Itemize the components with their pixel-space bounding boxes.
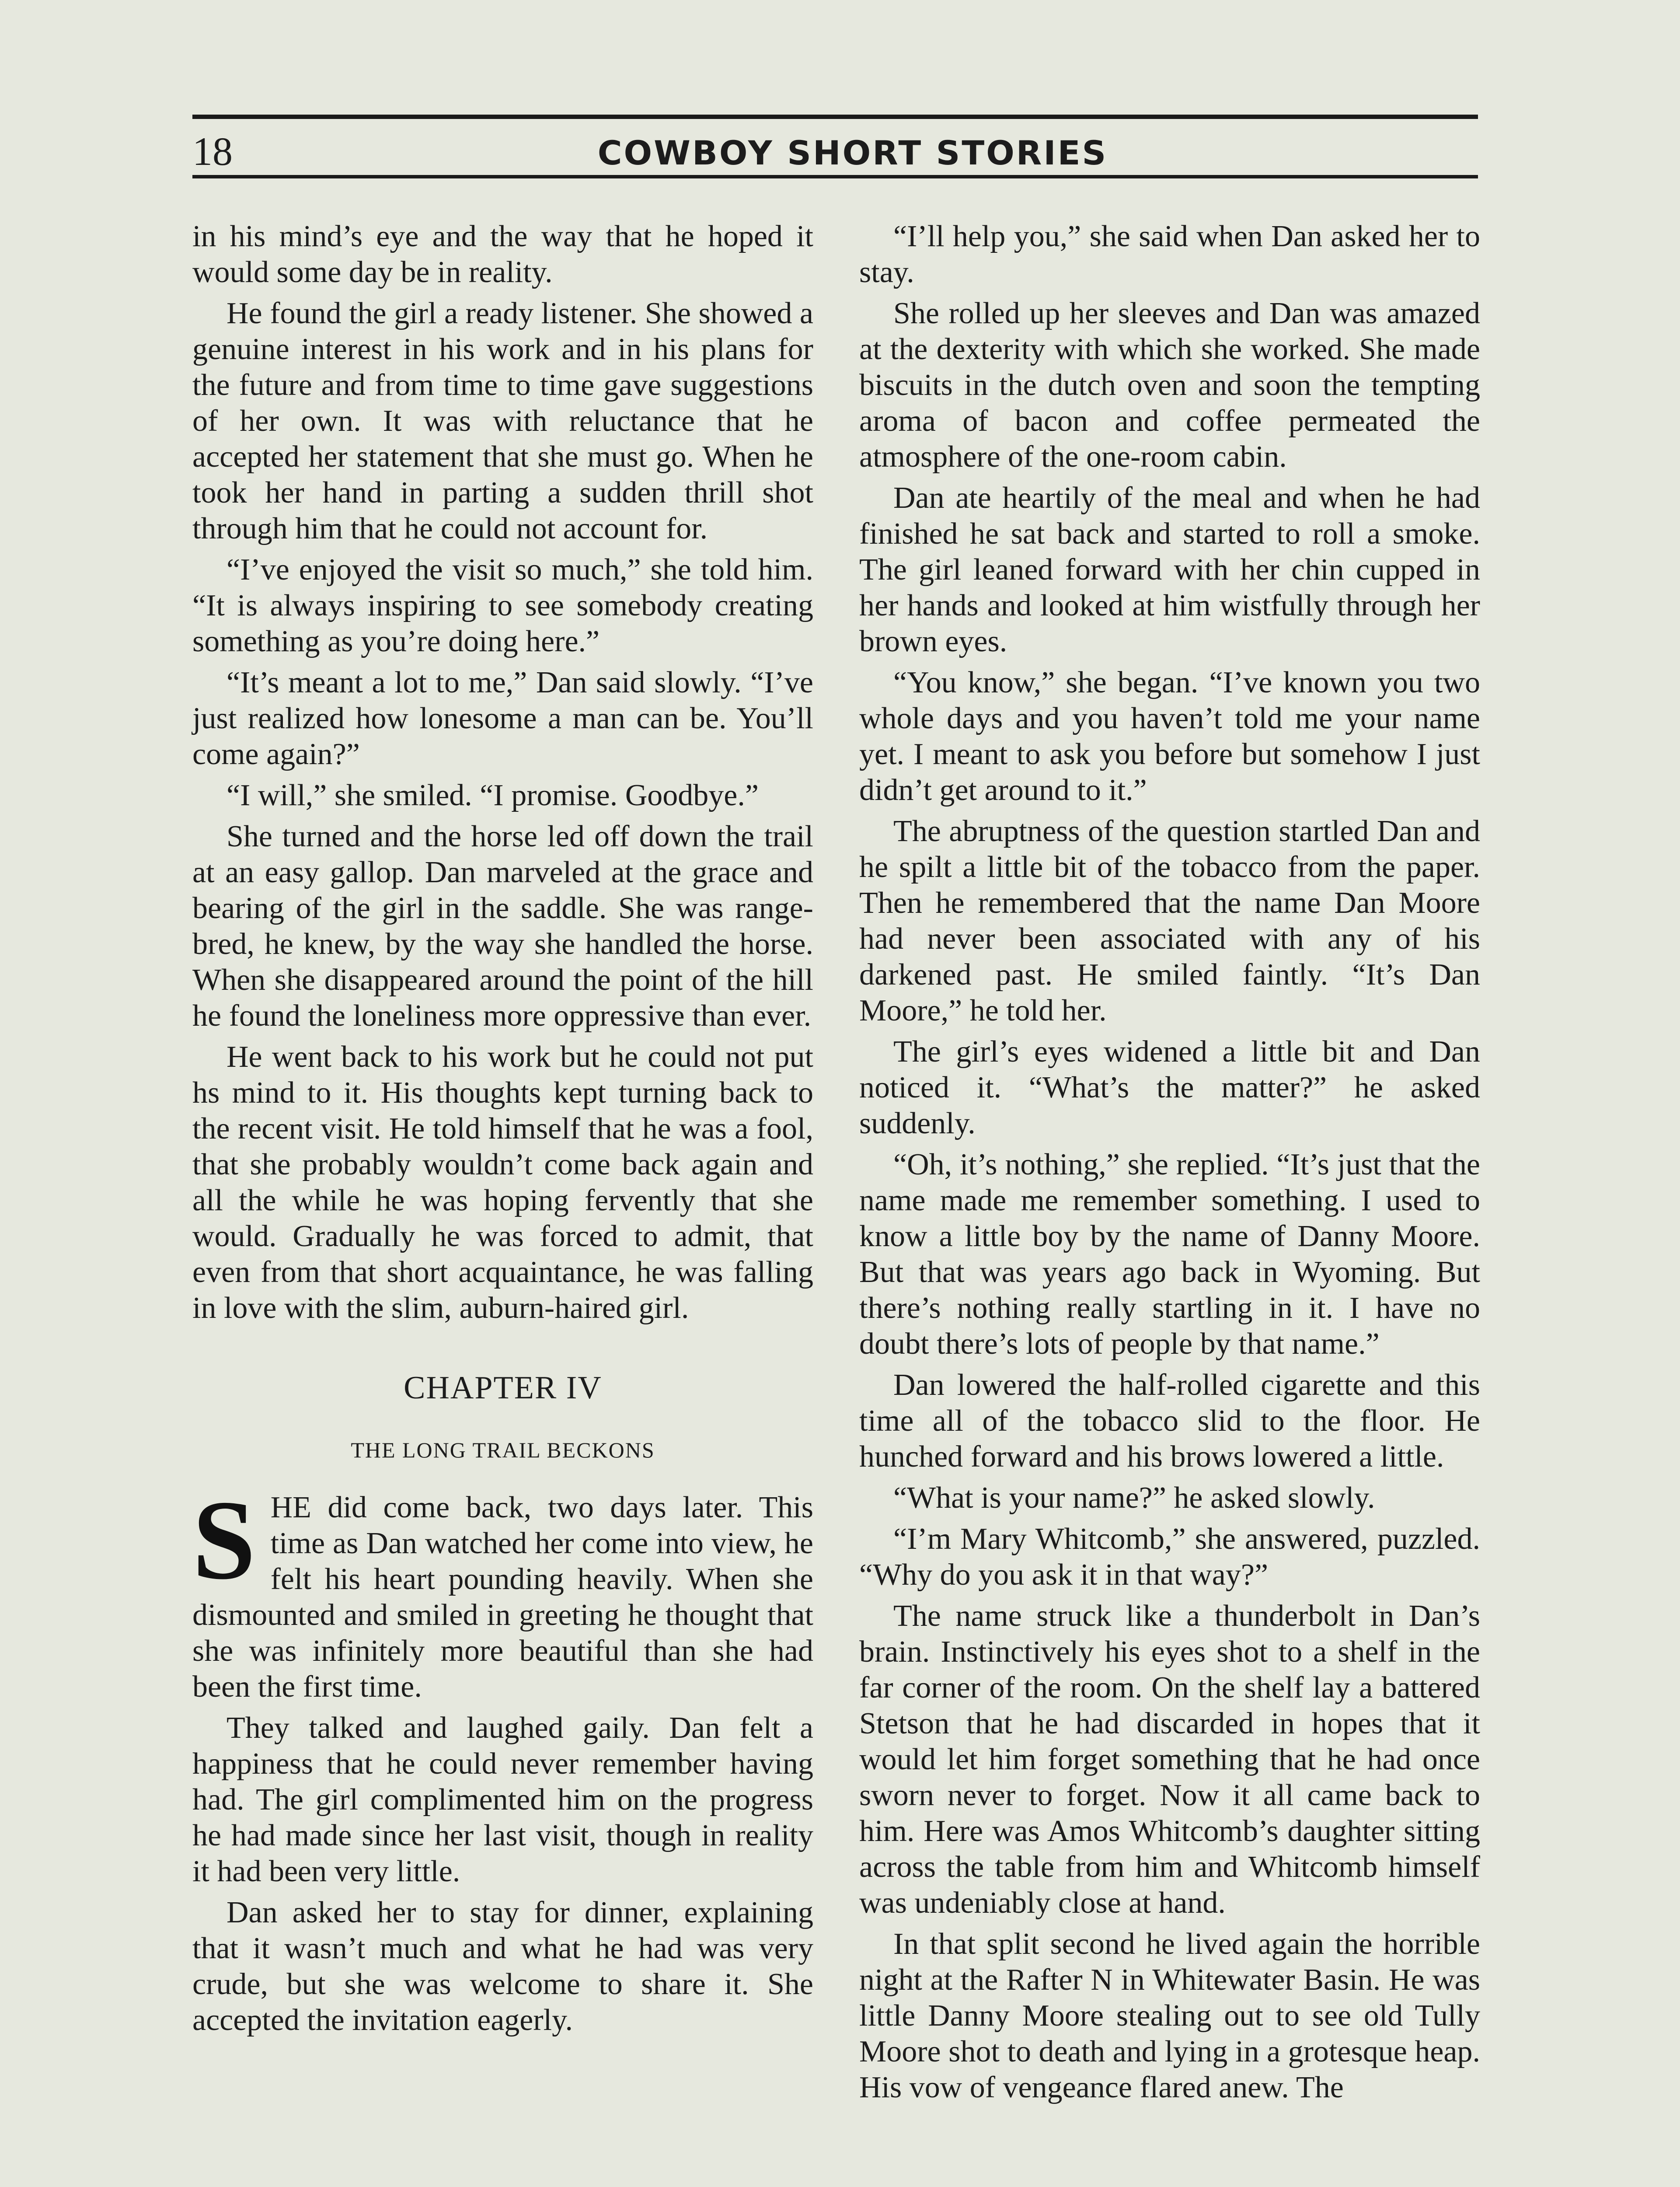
paragraph: The abruptness of the question startled Dan and he spilt a little bit of the tobacco from the paper. Then he remembered that the name Dan Moore had never been associated with any of his darkened past. He smiled faintly. “It’s Dan Moore,” he told her. <box>859 814 1480 1027</box>
paragraph: “What is your name?” he asked slowly. <box>893 1481 1375 1515</box>
paragraph: “I’ve enjoyed the visit so much,” she told him. “It is always inspiring to see somebody creating something as you’re doing here.” <box>192 553 813 658</box>
paragraph: Dan lowered the half-rolled cigarette and this time all of the tobacco slid to the floor. He hunched forward and his brows lowered a little. <box>859 1368 1480 1474</box>
paragraph: She turned and the horse led off down the trail at an easy gallop. Dan marveled at the grace and bearing of the girl in the saddle. She was range-bred, he knew, by the way she handled the horse. When she disappeared around the point of the hill he found the loneliness more oppressive than ever. <box>192 820 813 1033</box>
paragraph: They talked and laughed gaily. Dan felt a happiness that he could never remember having had. The girl complimented him on the progress he had made since her last visit, though in reality it had been very little. <box>192 1711 813 1888</box>
paragraph: The name struck like a thunderbolt in Dan’s brain. Instinctively his eyes shot to a shelf in the far corner of the room. On the shelf lay a battered Stetson that he had discarded in hopes that it would let him forget something that he had once sworn never to forget. Now it all came back to him. Here was Amos Whitcomb’s daughter sitting across the table from him and Whitcomb himself was undeniably close at hand. <box>859 1599 1480 1920</box>
running-head: COWBOY SHORT STORIES <box>597 133 1108 172</box>
paragraph: “I will,” she smiled. “I promise. Goodbye.” <box>227 779 759 812</box>
chapter-opening-paragraph <box>192 1477 813 1705</box>
paragraph: He found the girl a ready listener. She showed a genuine interest in his work and in his plans for the future and from time to time gave suggestions of her own. It was with reluctance that he accepted her statement that she must go. When he took her hand in parting a sudden thrill shot through him that he could not account for. <box>192 297 813 545</box>
paragraph: He went back to his work but he could not put hs mind to it. His thoughts kept turning back to the recent visit. He told himself that he was a fool, that she probably wouldn’t come back again and all the while he was hoping fervently that she would. Gradually he was forced to admit, that even from that short acquaintance, he was falling in love with the slim, auburn-haired girl. <box>192 1040 813 1325</box>
paragraph: She rolled up her sleeves and Dan was amazed at the dexterity with which she worked. She made biscuits in the dutch oven and soon the tempting aroma of bacon and coffee permeated the atmosphere of the one-room cabin. <box>859 297 1480 474</box>
paragraph: “It’s meant a lot to me,” Dan said slowly. “I’ve just realized how lonesome a man can be. You’ll come again?” <box>192 666 813 771</box>
paragraph: The girl’s eyes widened a little bit and Dan noticed it. “What’s the matter?” he asked suddenly. <box>859 1035 1480 1140</box>
paragraph: “Oh, it’s nothing,” she replied. “It’s just that the name made me remember something. I used to know a little boy by the name of Danny Moore. But that was years ago back in Wyoming. But there’s nothing really startling in it. I have no doubt there’s lots of people by that name.” <box>859 1148 1480 1361</box>
header-rule <box>192 175 1478 178</box>
right-column <box>859 219 1480 2111</box>
paragraph: Dan asked her to stay for dinner, explaining that it wasn’t much and what he had was very crude, but she was welcome to share it. She accepted the invitation eagerly. <box>192 1896 813 2037</box>
drop-cap: S <box>192 1477 256 1603</box>
chapter-title: CHAPTER IV <box>404 1370 602 1406</box>
paragraph: “I’m Mary Whitcomb,” she answered, puzzled. “Why do you ask it in that way?” <box>859 1522 1480 1592</box>
paragraph: in his mind’s eye and the way that he hoped it would some day be in reality. <box>192 220 813 289</box>
left-column <box>192 219 813 2044</box>
paragraph: In that split second he lived again the horrible night at the Rafter N in Whitewater Basin. He was little Danny Moore stealing out to see old Tully Moore shot to death and lying in a grotesque heap. His vow of vengeance flared anew. The <box>859 1927 1480 2104</box>
paragraph: Dan ate heartily of the meal and when he had finished he sat back and started to roll a smoke. The girl leaned forward with her chin cupped in her hands and looked at him wistfully through her brown eyes. <box>859 481 1480 658</box>
top-rule <box>192 115 1478 119</box>
paragraph: “You know,” she began. “I’ve known you two whole days and you haven’t told me your name yet. I meant to ask you before but somehow I just didn’t get around to it.” <box>859 666 1480 807</box>
paragraph: “I’ll help you,” she said when Dan asked her to stay. <box>859 220 1480 289</box>
paragraph-text: HE did come back, two days later. This time as Dan watched her come into view, he felt his heart pounding heavily. When she dismounted and smiled in greeting he thought that she was infinitely more beautiful than she had been the first time. <box>192 1491 813 1704</box>
page-number: 18 <box>192 129 233 174</box>
chapter-subtitle: THE LONG TRAIL BECKONS <box>351 1438 655 1462</box>
